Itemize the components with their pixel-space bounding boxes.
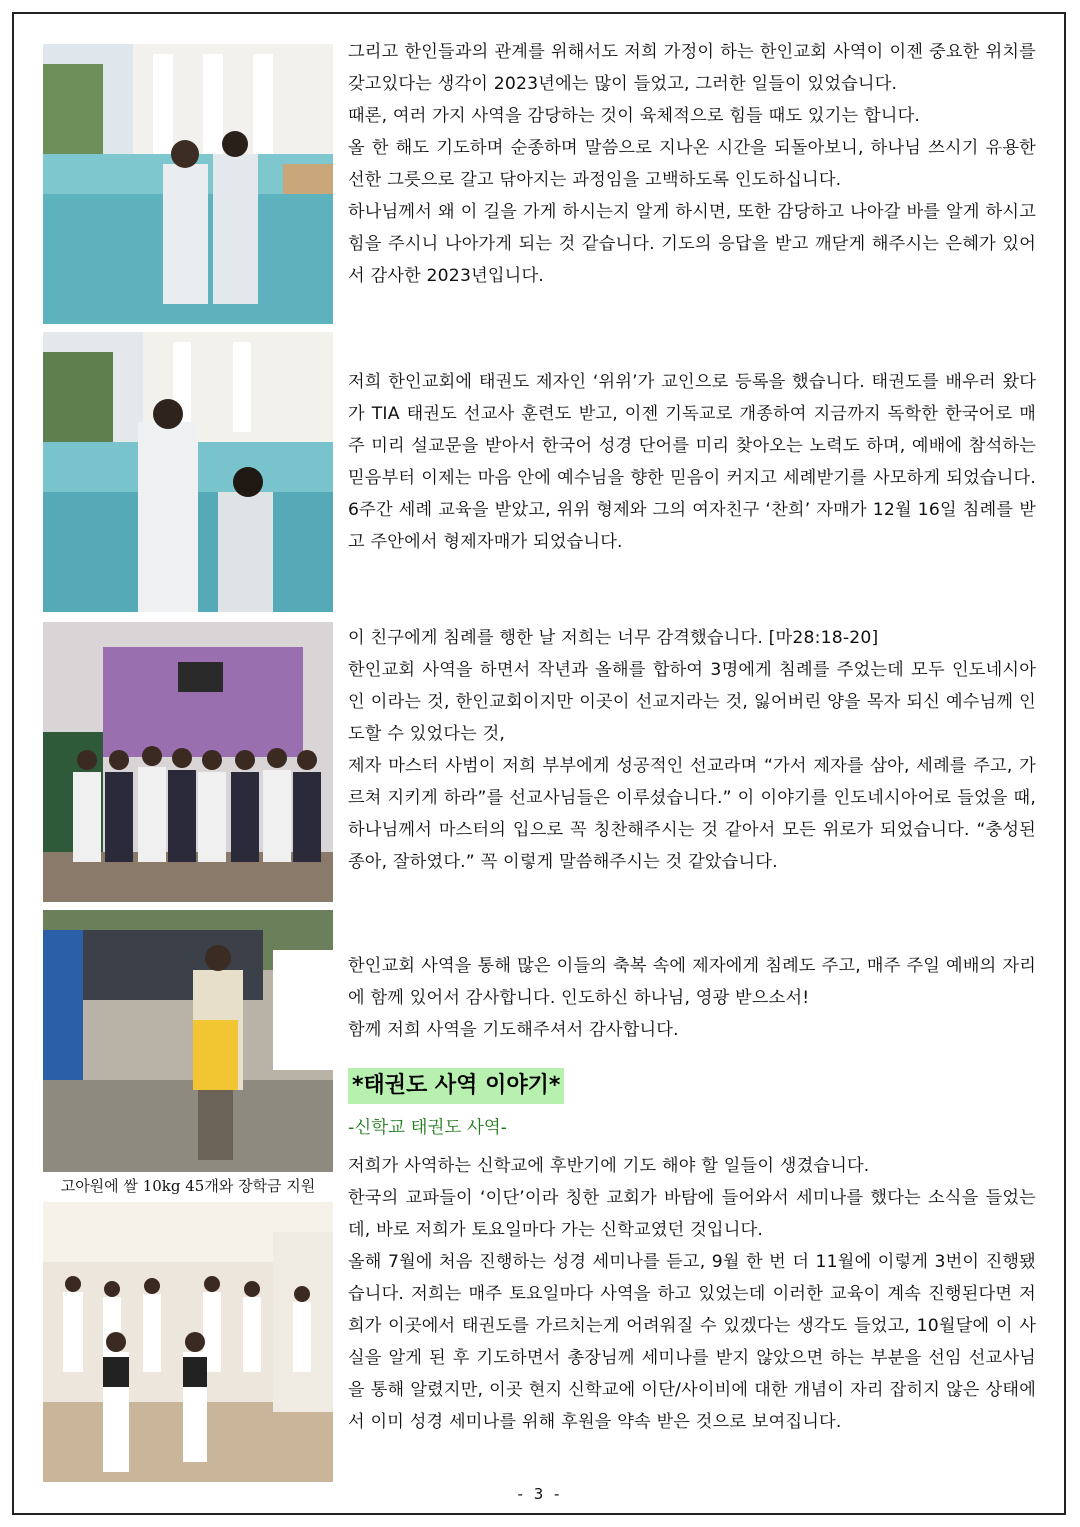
paragraph: 올해 7월에 처음 진행하는 성경 세미나를 듣고, 9월 한 번 더 11월에 이렇게 3번이 진행됐습니다. 저희는 매주 토요일마다 사역을 하고 있었는데 이러한 교육이 계속 진행된다면 저희가 이곳에서 태권도를 가르치는게 어려워질 수 있겠다는 생각도 들었고, 10월달에 이 사실을 알게 된 후 기도하면서 총장님께 세미나를 받지 않았으면 하는 부분을 선임 선교사님을 통해 알렸지만, 이곳 현지 신학교에 이단/사이비에 대한 개념이 자리 잡히지 않은 상태에서 이미 성경 세미나를 위해 후원을 약속 받은 것으로 보여집니다. (348, 1252, 1036, 1432)
text-block-2 (348, 366, 1036, 558)
section-subtitle: -신학교 태권도 사역- (348, 1118, 507, 1138)
paragraph: 함께 저희 사역을 기도해주셔서 감사합니다. (348, 1020, 679, 1040)
group-photo (43, 622, 333, 902)
text-block-3 (348, 622, 1036, 878)
paragraph: 한국의 교파들이 ‘이단’이라 칭한 교회가 바탐에 들어와서 세미나를 했다는 소식을 들었는데, 바로 저희가 토요일마다 가는 신학교였던 것입니다. (348, 1188, 1036, 1240)
taekwondo-class-photo (43, 1202, 333, 1482)
photo-caption: 고아원에 쌀 10kg 45개와 장학금 지원 (60, 1177, 316, 1195)
page-number: - 3 - (517, 1485, 563, 1503)
baptism-photo-1 (43, 44, 333, 324)
text-block-1 (348, 36, 1036, 292)
paragraph: 한인교회 사역을 통해 많은 이들의 축복 속에 제자에게 침례도 주고, 매주 주일 예배의 자리에 함께 있어서 감사합니다. 인도하신 하나님, 영광 받으소서! (348, 956, 1036, 1008)
paragraph: 하나님께서 왜 이 길을 가게 하시는지 알게 하시면, 또한 감당하고 나아갈 바를 알게 하시고 힘을 주시니 나아가게 되는 것 같습니다. 기도의 응답을 받고 깨닫게 해주시는 은혜가 있어서 감사한 2023년입니다. (348, 202, 1036, 286)
text-block-5 (348, 1150, 1036, 1438)
section-title: *태권도 사역 이야기* (348, 1068, 564, 1104)
paragraph: 올 한 해도 기도하며 순종하며 말씀으로 지나온 시간을 되돌아보니, 하나님 쓰시기 유용한 선한 그릇으로 갈고 닦아지는 과정임을 고백하도록 인도하십니다. (348, 138, 1036, 190)
rice-donation-photo (43, 910, 333, 1172)
paragraph: 이 친구에게 침례를 행한 날 저희는 너무 감격했습니다. [마28:18-20] (348, 628, 879, 648)
paragraph: 제자 마스터 사범이 저희 부부에게 성공적인 선교라며 “가서 제자를 삼아, 세례를 주고, 가르쳐 지키게 하라”를 선교사님들은 이루셨습니다.” 이 이야기를 인도네시아어로 들었을 때, 하나님께서 마스터의 입으로 꼭 칭찬해주시는 것 같아서 모든 위로가 되었습니다. “충성된 종아, 잘하였다.” 꼭 이렇게 말씀해주시는 것 같았습니다. (348, 756, 1036, 872)
paragraph: 그리고 한인들과의 관계를 위해서도 저희 가정이 하는 한인교회 사역이 이젠 중요한 위치를 갖고있다는 생각이 2023년에는 많이 들었고, 그러한 일들이 있었습니다. (348, 42, 1036, 94)
paragraph: 때론, 여러 가지 사역을 감당하는 것이 육체적으로 힘들 때도 있기는 합니다. (348, 106, 921, 126)
paragraph: 저희 한인교회에 태권도 제자인 ‘위위’가 교인으로 등록을 했습니다. 태권도를 배우러 왔다가 TIA 태권도 선교사 훈련도 받고, 이젠 기독교로 개종하여 지금까지 독학한 한국어로 매주 미리 설교문을 받아서 한국어 성경 단어를 미리 찾아오는 노력도 하며, 예배에 참석하는 믿음부터 이제는 마음 안에 예수님을 향한 믿음이 커지고 세례받기를 사모하게 되었습니다. 6주간 세례 교육을 받았고, 위위 형제와 그의 여자친구 ‘찬희’ 자매가 12월 16일 침례를 받고 주안에서 형제자매가 되었습니다. (348, 372, 1036, 552)
baptism-photo-2 (43, 332, 333, 612)
paragraph: 저희가 사역하는 신학교에 후반기에 기도 해야 할 일들이 생겼습니다. (348, 1156, 870, 1176)
paragraph: 한인교회 사역을 하면서 작년과 올해를 합하여 3명에게 침례를 주었는데 모두 인도네시아인 이라는 것, 한인교회이지만 이곳이 선교지라는 것, 잃어버린 양을 목자 되신 예수님께 인도할 수 있었다는 것, (348, 660, 1036, 744)
text-block-4 (348, 950, 1036, 1046)
